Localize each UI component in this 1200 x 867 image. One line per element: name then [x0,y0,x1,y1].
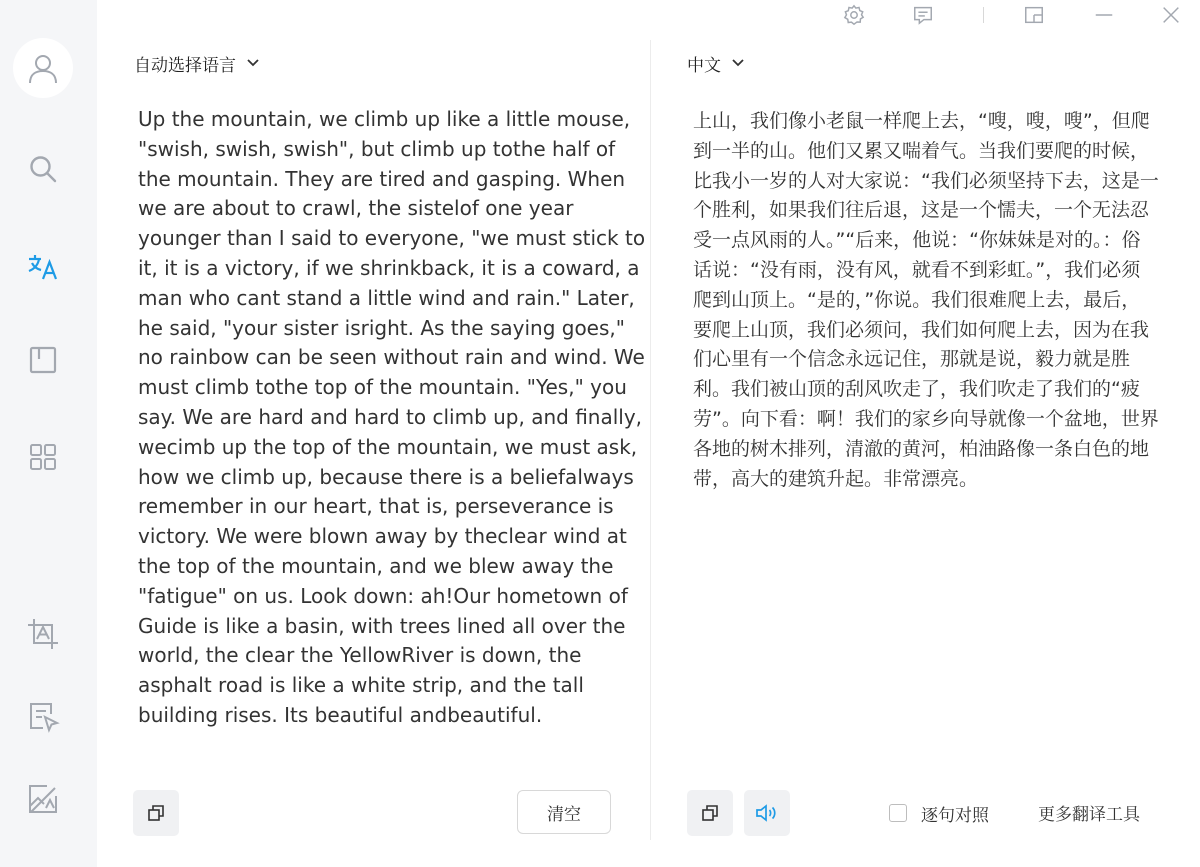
image-translate-icon [26,782,60,816]
more-tools-link[interactable]: 更多翻译工具 [1038,805,1140,825]
sidebar-item-screenshot-translate[interactable] [23,614,63,654]
document-translate-icon [26,700,60,734]
sidebar-item-notebook[interactable] [23,340,63,380]
source-language-select[interactable] [134,50,260,76]
feedback-icon [912,4,934,26]
source-text[interactable]: Up the mountain, we climb up like a little mouse, "swish, swish, swish", but climb up tothe half of the mountain. They are tired and gasping. When we are about to crawl, the sistelof one year younger than I said to everyone, "we must stick to it, it is a victory, if we shrinkback, it is a coward, a man who cant stand a little wind and rain." Later, he said, "your sister isright. As the saying goes," no rainbow can be seen without rain and wind. We must climb tothe top of the mountain. "Yes," you say. We are hard and hard to climb up, and finally, wecimb up the top of the mountain, we must ask, how we climb up, because there is a beliefalways remember in our heart, that is, perseverance is victory. We were blown away by theclear wind at the top of the mountain, and we blew away the "fatigue" on us. Look down: ah!Our hometown of Guide is like a basin, with trees lined all over the world, the clear the YellowRiver is down, the asphalt road is like a white strip, and the tall building rises. Its beautiful andbeautiful. [138,107,646,727]
restore-button[interactable] [1019,2,1049,28]
sidebar-item-document-translate[interactable] [23,697,63,737]
notebook-icon [28,345,58,375]
sidebar-item-search[interactable] [23,149,63,189]
chevron-down-icon [731,58,745,68]
speaker-button[interactable] [744,790,790,836]
user-icon [26,51,60,85]
sidebar [0,0,97,867]
screenshot-translate-icon [26,617,60,651]
clear-button[interactable]: 清空 [517,790,611,834]
restore-icon [1023,4,1045,26]
copy-icon [700,803,720,823]
translate-icon [26,252,60,282]
chevron-down-icon [246,58,260,68]
target-copy-button[interactable] [687,790,733,836]
target-language-select[interactable] [687,50,745,76]
sentence-align-checkbox[interactable] [889,804,907,822]
source-copy-button[interactable] [133,790,179,836]
minimize-icon [1093,4,1115,26]
speaker-icon [755,803,779,823]
target-language-label: 中文 [687,55,721,76]
titlebar-separator [983,7,984,23]
sentence-align-label: 逐句对照 [921,805,989,826]
feedback-button[interactable] [908,2,938,28]
sidebar-item-apps[interactable] [23,437,63,477]
close-icon [1160,4,1182,26]
sidebar-item-image-translate[interactable] [23,779,63,819]
avatar[interactable] [13,38,73,98]
settings-button[interactable] [839,2,869,28]
close-button[interactable] [1156,2,1186,28]
sentence-align-toggle[interactable] [889,801,989,825]
search-icon [28,154,58,184]
grid-icon [28,442,58,472]
pane-divider [650,40,651,840]
source-language-label: 自动选择语言 [134,55,236,76]
gear-icon [843,4,865,26]
target-text: 上山，我们像小老鼠一样爬上去，“嗖，嗖，嗖”，但爬到一半的山。他们又累又喘着气。当我们要爬的时候，比我小一岁的人对大家说：“我们必须坚持下去，这是一个胜利，如果我们往后退，这是一个懦夫，一个无法忍受一点风雨的人。”“后来，他说：“你妹妹是对的。：俗话说：“没有雨，没有风，就看不到彩虹。”，我们必须爬到山顶上。“是的，”你说。我们很难爬上去，最后，要爬上山顶，我们必须问，我们如何爬上去，因为在我们心里有一个信念永远记住，那就是说，毅力就是胜利。我们被山顶的刮风吹走了，我们吹走了我们的“疲劳”。向下看：啊！我们的家乡向导就像一个盆地，世界各地的树木排列，清澈的黄河，柏油路像一条白色的地带，高大的建筑升起。非常漂亮。 [693,110,1159,490]
minimize-button[interactable] [1089,2,1119,28]
sidebar-item-translate[interactable] [23,247,63,287]
copy-icon [146,803,166,823]
